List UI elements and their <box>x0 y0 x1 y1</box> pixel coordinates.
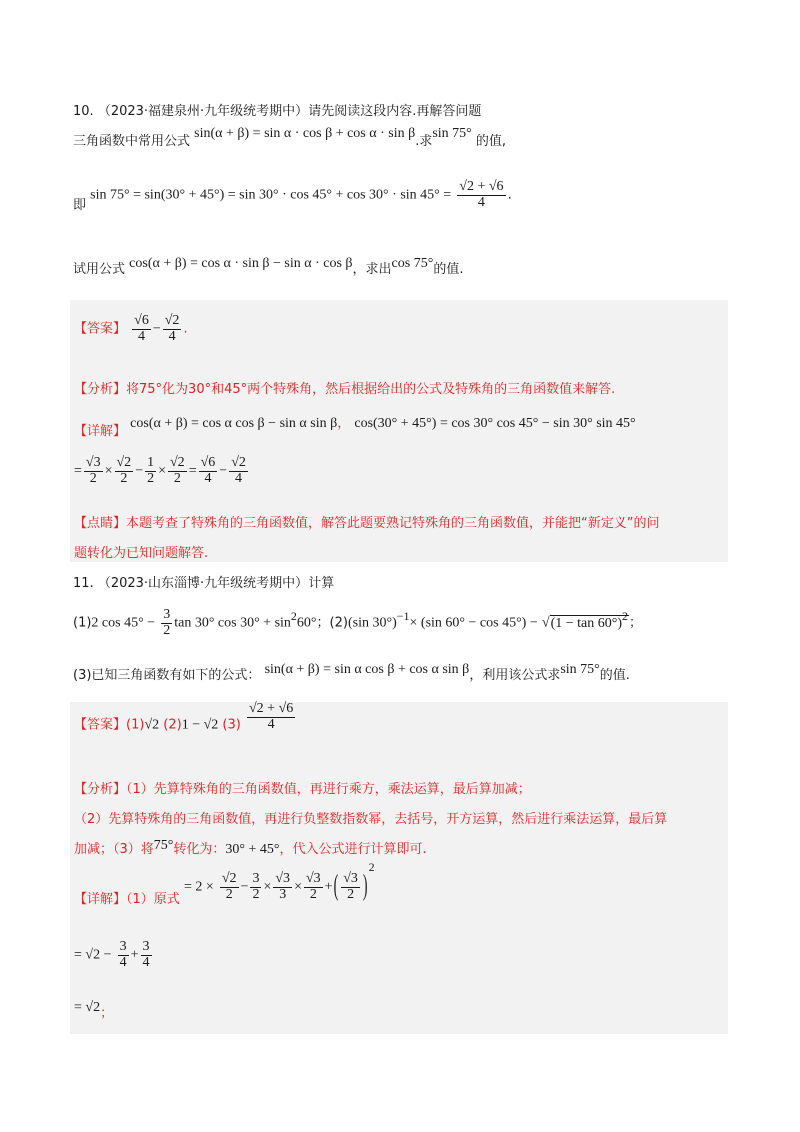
q11-step3: = √2； <box>74 1000 114 1021</box>
q11-p2-root: √(1 − tan 60°)2 <box>541 608 628 631</box>
q10-source: （2023·福建泉州·九年级统考期中） <box>97 104 309 119</box>
calc-operator: − <box>219 463 228 479</box>
q11-analysis-tag: 【分析】 <box>74 782 127 797</box>
q10-analysis-tag: 【分析】 <box>74 382 127 397</box>
q11-answer: 【答案】(1)√2 (2)1 − √2 (3) $\frac{√2 + √6}{4}$ <box>74 701 294 733</box>
q11-parts-1-2: (1)2 cos 45° − $\frac{3}{2}$ tan 30° cos 30° + sin260°；(2)(sin 30°)−1× (sin 60° − cos 45°) − √(1 − tan 60°)2； <box>73 607 642 638</box>
q10-line2: 即 sin 75° = sin(30° + 45°) = sin 30° · cos 45° + cos 30° · sin 45° = $\frac{√2 + √6}{4}$ . <box>73 179 512 213</box>
q10-calculation <box>74 456 250 486</box>
q11-prompt: 计算 <box>308 576 335 591</box>
q10-line1-end: 的值, <box>475 134 507 149</box>
q10-line1-mid: .求 <box>415 134 433 149</box>
q11-detail-tag: 【详解】 <box>74 891 127 907</box>
q10-comment <box>74 512 660 531</box>
q11-title <box>73 572 334 591</box>
calc-operator: = <box>188 463 197 479</box>
q10-line3-mid: ，求出 <box>352 262 392 277</box>
q10-comment-text: 本题考查了特殊角的三角函数值，解答此题要熟记特殊角的三角函数值，并能把“新定义”的问 <box>126 516 660 531</box>
q10-analysis <box>74 378 615 397</box>
q10-sin75: sin 75° <box>432 126 472 141</box>
calc-fraction: $\frac{√2}{2}$ <box>116 455 132 486</box>
q11-answer-tag: 【答案】 <box>74 717 127 733</box>
q10-analysis-text: 将75°化为30°和45°两个特殊角，然后根据给出的公式及特殊角的三角函数值来解答. <box>126 382 616 397</box>
q10-line3-text: 试用公式 <box>73 262 126 277</box>
q10-detail: 【详解】 cos(α + β) = cos α cos β − sin α sin β， cos(30° + 45°) = cos 30° cos 45° − sin 30° sin 45° <box>74 416 636 439</box>
q11-p3-label: (3) <box>73 668 92 683</box>
calc-fraction: $\frac{√2}{2}$ <box>170 455 185 486</box>
calc-fraction: $\frac{√6}{4}$ <box>200 455 216 486</box>
calc-fraction: $\frac{√3}{2}$ <box>85 455 101 486</box>
q10-cos75: cos 75° <box>391 256 434 271</box>
q11-solution-box <box>70 702 728 1034</box>
q10-number: 10. <box>73 104 94 119</box>
q11-step2: = √2 − $\frac{3}{4}$ + $\frac{3}{4}$ <box>74 939 150 970</box>
calc-operator: − <box>135 463 144 479</box>
q11-part-3: (3)已知三角函数有如下的公式： sin(α + β) = sin α cos β + cos α sin β，利用该公式求sin 75°的值. <box>73 662 630 683</box>
q10-line2-fraction: $\frac{√2 + √6}{4}$ <box>459 179 504 210</box>
q10-sum-formula: sin(α + β) = sin α · cos β + cos α · sin β <box>194 126 416 141</box>
q11-analysis-line3: 加减；（3）将75°转化为：30° + 45°，代入公式进行计算即可. <box>74 838 427 857</box>
q10-sin75-expansion: sin 75° = sin(30° + 45°) = sin 30° · cos 45° + cos 30° · sin 45° = <box>90 187 452 203</box>
q11-detail: 【详解】（1）原式 = 2 × $\frac{√2}{2}$ − $\frac{3}{2}$ × $\frac{√3}{3}$ × $\frac{√3}{2}$ +( $\frac{√3}{2}$ )2 <box>74 859 375 907</box>
q10-line1 <box>73 126 507 150</box>
calc-fraction: $\frac{√2}{4}$ <box>231 455 246 486</box>
q10-line1-text: 三角函数中常用公式 <box>73 134 191 149</box>
q11-source: （2023·山东淄博·九年级统考期中） <box>97 576 309 591</box>
q10-title <box>73 100 481 119</box>
q11-sin75: sin 75° <box>560 662 600 677</box>
calc-operator: × <box>104 463 113 479</box>
q11-number: 11. <box>73 576 94 591</box>
q10-line2-prefix: 即 <box>73 197 87 213</box>
calc-operator: × <box>158 463 166 479</box>
q10-detail-tag: 【详解】 <box>74 424 127 439</box>
q11-sum-formula: sin(α + β) = sin α cos β + cos α sin β <box>264 662 470 677</box>
calc-operator: = <box>74 463 82 479</box>
q10-comment-line2: 题转化为已知问题解答. <box>74 546 209 561</box>
q10-line3 <box>73 258 463 278</box>
q10-answer-tag: 【答案】 <box>74 321 127 337</box>
q11-p1-label: (1) <box>73 615 92 631</box>
q10-line3-end: 的值. <box>433 262 464 277</box>
q11-p2-label: (2) <box>329 615 348 631</box>
q10-comment-tag: 【点睛】 <box>74 516 127 531</box>
q10-prompt: 请先阅读这段内容.再解答问题 <box>308 104 482 119</box>
q11-analysis-line2: （2）先算特殊角的三角函数值，再进行负整数指数幂，去括号，开方运算，然后进行乘法运算，最后算 <box>74 812 668 827</box>
q11-analysis: 【分析】（1）先算特殊角的三角函数值，再进行乘方，乘法运算，最后算加减； <box>74 782 531 797</box>
q10-solution-box <box>70 300 728 562</box>
q10-answer: 【答案】 $\frac{√6}{4}$ − $\frac{√2}{4}$ . <box>74 313 188 344</box>
q10-cos-formula: cos(α + β) = cos α · sin β − sin α · cos β <box>129 256 353 271</box>
calc-fraction: $\frac{1}{2}$ <box>147 455 155 486</box>
